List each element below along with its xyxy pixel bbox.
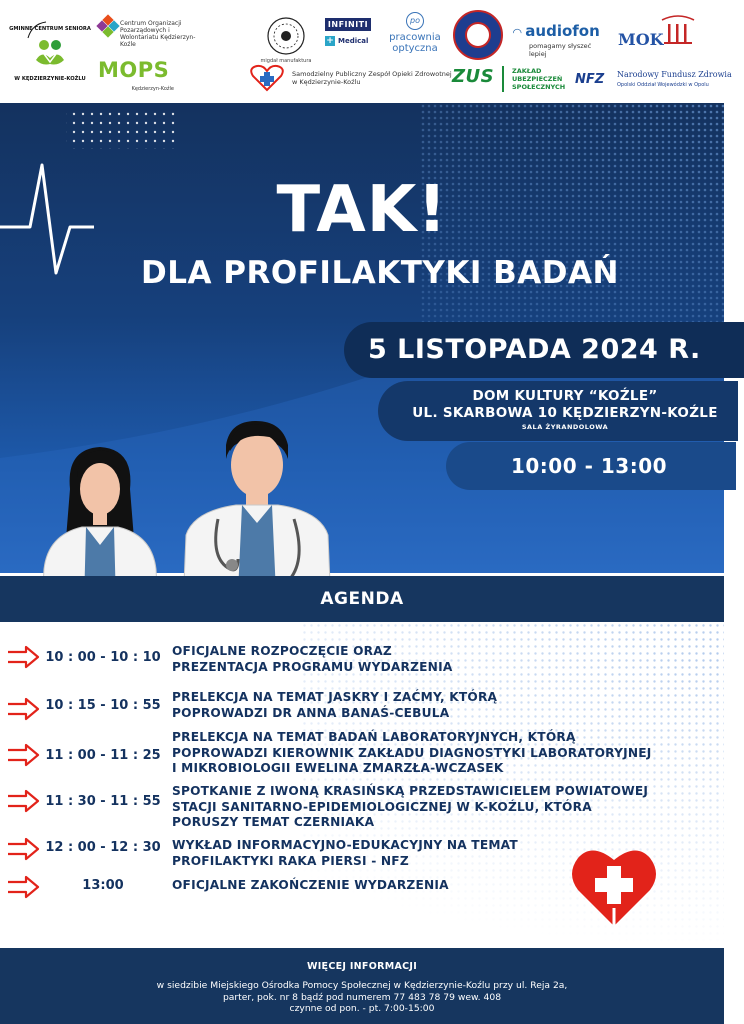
infiniti-wordmark: INFINITI	[325, 18, 371, 31]
logo-audiofon	[513, 22, 609, 58]
footer-info	[0, 948, 724, 1024]
logo-gminne-centrum-seniora	[9, 14, 91, 88]
coo-label: Centrum Organizacji Pozarządowych i Wolontariatu Kędzierzyn-Koźle	[120, 20, 196, 48]
agenda-desc-line: I MIKROBIOLOGII EWELINA ZMARZŁA-WCZASEK	[172, 761, 504, 775]
logo-mops	[98, 58, 178, 94]
logo-nfz	[575, 70, 732, 96]
logo-migdal-manufaktura	[258, 14, 314, 70]
venue-address: UL. SKARBOWA 10 KĘDZIERZYN-KOŹLE	[412, 405, 718, 421]
arrow-right-icon	[6, 646, 40, 668]
agenda-heading: AGENDA	[0, 576, 724, 622]
footer-heading: WIĘCEJ INFORMACJI	[306, 961, 418, 972]
logo-infiniti-medical	[325, 18, 371, 54]
venue-room: SALA ŻYRANDOLOWA	[521, 423, 609, 431]
agenda-time: 11 : 30 - 11 : 55	[45, 794, 161, 809]
wifi-icon: ◠	[513, 26, 526, 39]
event-subtitle: DLA PROFILAKTYKI BADAŃ	[141, 255, 619, 291]
logo-pracownia-optyczna	[383, 12, 447, 58]
logo-centrum-organizacji	[98, 14, 203, 48]
zus-divider	[502, 66, 504, 92]
mok-wordmark: MOK	[618, 30, 664, 49]
agenda-desc-line: PRELEKCJA NA TEMAT JASKRY I ZAĆMY, KTÓRĄ	[172, 690, 498, 704]
agenda-time: 11 : 00 - 11 : 25	[45, 748, 161, 763]
logo-panstwowa-inspekcja-sanitarna	[453, 10, 503, 60]
infiniti-medical: Medical	[338, 37, 369, 45]
agenda-desc	[172, 644, 712, 675]
plus-icon: +	[326, 36, 334, 46]
agenda-time: 10 : 00 - 10 : 10	[45, 650, 161, 665]
mops-wordmark: MOPS	[98, 58, 170, 82]
agenda-desc-line: POPROWADZI KIEROWNIK ZAKŁADU DIAGNOSTYKI LABORATORYJNEJ	[172, 745, 652, 760]
logo-zus	[452, 64, 572, 94]
mops-city: Kędzierzyn-Koźle	[131, 86, 174, 92]
audiofon-tagline: pomagamy słyszeć lepiej	[529, 42, 592, 58]
nfz-name: Narodowy Fundusz Zdrowia	[617, 70, 732, 79]
event-title: TAK!	[276, 173, 448, 247]
agenda-list	[0, 622, 724, 948]
svg-text:W KĘDZIERZYNIE-KOŹLU: W KĘDZIERZYNIE-KOŹLU	[14, 76, 86, 82]
agenda-desc-line: PORUSZY TEMAT CZERNIAKA	[172, 815, 375, 829]
mm-label: migdał manufaktura	[260, 58, 312, 64]
agenda-desc	[172, 784, 712, 831]
agenda-desc-line: OFICJALNE ZAKOŃCZENIE WYDARZENIA	[172, 878, 449, 892]
event-date: 5 LISTOPADA 2024 R.	[344, 322, 744, 378]
venue-name: DOM KULTURY “KOŹLE”	[472, 388, 658, 404]
logo-mok	[618, 14, 702, 50]
arrow-right-icon	[6, 876, 40, 898]
arrow-right-icon	[6, 838, 40, 860]
event-venue	[378, 381, 738, 441]
agenda-time: 12 : 00 - 12 : 30	[45, 840, 161, 855]
footer-hours: czynne od pon. - pt. 7:00-15:00	[289, 1003, 435, 1014]
po-mark: po	[406, 12, 424, 30]
zus-wordmark: ZUS	[452, 66, 495, 87]
arrow-right-icon	[6, 790, 40, 812]
agenda-desc-line: POPROWADZI DR ANNA BANAŚ-CEBULA	[172, 705, 450, 720]
footer-line: w siedzibie Miejskiego Ośrodka Pomocy Społecznej w Kędzierzynie-Koźlu przy ul. Reja 2a,	[156, 980, 568, 991]
zus-label: ZAKŁAD UBEZPIECZEŃ SPOŁECZNYCH	[512, 67, 566, 91]
agenda-desc	[172, 690, 712, 721]
svg-text:GMINNE CENTRUM SENIORA: GMINNE CENTRUM SENIORA	[9, 26, 91, 32]
agenda-desc-line: PROFILAKTYKI RAKA PIERSI - NFZ	[172, 853, 409, 868]
po-label: pracownia optyczna	[389, 32, 441, 54]
agenda-desc-line: OFICJALNE ROZPOCZĘCIE ORAZ	[172, 644, 392, 658]
footer-line: parter, pok. nr 8 bądź pod numerem 77 483 78 79 wew. 408	[222, 991, 502, 1003]
spzoz-label: Samodzielny Publiczny Zespół Opieki Zdrowotnej w Kędzierzynie-Koźlu	[292, 70, 452, 86]
nfz-branch: Opolski Oddział Wojewódzki w Opolu	[617, 82, 709, 88]
partner-logos	[0, 0, 732, 103]
nfz-wordmark: NFZ	[575, 72, 605, 87]
agenda-time: 10 : 15 - 10 : 55	[45, 698, 161, 713]
logo-spzoz	[250, 64, 450, 94]
heart-cross-icon	[572, 846, 656, 928]
agenda-desc-line: PRELEKCJA NA TEMAT BADAŃ LABORATORYJNYCH, KTÓRĄ	[172, 730, 576, 744]
agenda-desc-line: SPOTKANIE Z IWONĄ KRASIŃSKĄ PRZEDSTAWICIELEM POWIATOWEJ	[172, 784, 649, 798]
agenda-desc-line: WYKŁAD INFORMACYJNO-EDUKACYJNY NA TEMAT	[172, 838, 518, 852]
agenda-desc	[172, 730, 712, 777]
audiofon-wordmark: audiofon	[525, 22, 600, 40]
event-time: 10:00 - 13:00	[446, 442, 736, 490]
arrow-right-icon	[6, 744, 40, 766]
agenda-desc-line: STACJI SANITARNO-EPIDEMIOLOGICZNEJ W K-KOŹLU, KTÓRA	[172, 799, 592, 814]
agenda-time: 13:00	[82, 878, 124, 893]
hero-banner	[0, 103, 724, 575]
arrow-right-icon	[6, 698, 40, 720]
agenda-desc-line: PREZENTACJA PROGRAMU WYDARZENIA	[172, 659, 453, 674]
eagle-emblem-icon	[465, 22, 491, 48]
